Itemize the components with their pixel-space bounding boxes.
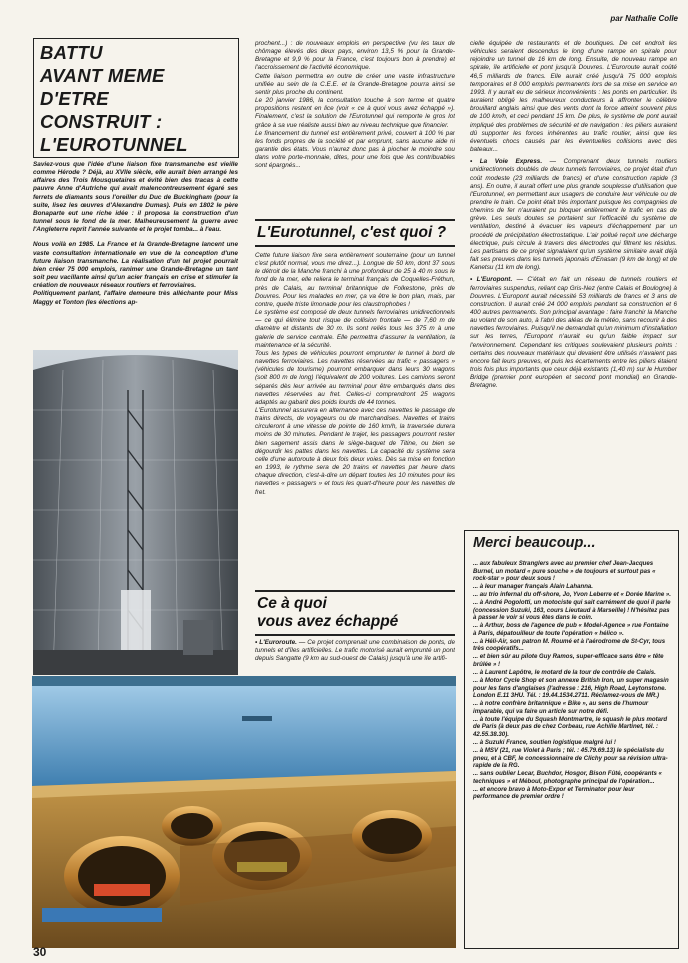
- column-3-text: [470, 40, 677, 524]
- list-item: ... aux fabuleux Stranglers avec au premier chef Jean-Jacques Burnel, un motard « pure souche » de toujours et surtout pas « rock-star » pour deux sous !: [473, 560, 656, 583]
- paragraph-text: — Ce projet comprenait une combinaison de ponts, de tunnels et d'îles artificielles. Le trafic motorisé aurait emprunté un pont depuis Sangatte (9 km au sud-ouest de Calais) jusqu'à une île artifi-: [255, 639, 455, 663]
- list-item: ... et bien sûr au pilote Guy Ramos, super-efficace sans être « tête brûlée » !: [473, 653, 664, 669]
- thanks-box: [464, 530, 679, 949]
- list-item: ... au trio infernal du off-shore, Jo, Yvon Leberre et « Dorée Marine ».: [473, 591, 671, 599]
- list-item: ... à Héli-Air, son patron M. Roumé et à l'aérodrome de St-Cyr, tous très coopératifs...: [473, 637, 666, 653]
- list-item: ... à notre confrère britannique « Bike », au sens de l'humour imparable, qui va faire un article sur notre défi.: [473, 700, 649, 715]
- list-item: ... à toute l'équipe du Squash Montmartre, le squash le plus motard de Paris (à deux pas de chez Corbeau, rue Achille Martinet, tél. : 42.55.38.30).: [473, 715, 668, 738]
- headline-line: CONSTRUIT :: [40, 111, 163, 132]
- column-2-bottom-text: [255, 639, 455, 675]
- list-item: ... à Laurent Lapôtre, le motard de la tour de contrôle de Calais.: [473, 669, 656, 677]
- list-item: ... à leur manager français Alain Lahanna.: [473, 583, 593, 591]
- list-item: ... et encore bravo à Moto-Expor et Terminator pour leur performance de premier ordre !: [473, 785, 635, 801]
- section-title-line: vous avez échappé: [257, 613, 399, 630]
- paragraph: [470, 40, 677, 154]
- paragraph: Cette liaison permettra en outre de créer une vaste infrastructure unifiée au sein de la C.E.E. et la Grande-Bretagne pourra ainsi se sentir plus proche du continent.: [255, 72, 455, 96]
- paragraph-lead: • La Voie Express.: [470, 158, 543, 166]
- paragraph: [470, 158, 677, 272]
- paragraph: Le système est composé de deux tunnels ferroviaires unidirectionnels — ce qui élimine tout risque de collision frontale — de 7,60 m de diamètre et distants de 30 m. Ils sont reliés tous les 375 m à une galerie de service centrale. Elle permettra d'assurer la ventilation, la maintenance et la sécurité.: [255, 309, 455, 349]
- thanks-list: [473, 560, 671, 801]
- section-title-eurotunnel: L'Eurotunnel, c'est quoi ?: [257, 224, 447, 241]
- section-title-line: Ce à quoi: [257, 595, 327, 612]
- section-title-alternatives: [257, 595, 457, 631]
- headline-line: BATTU: [40, 42, 103, 63]
- section-rule: [255, 245, 455, 247]
- headline-line: L'EUROTUNNEL: [40, 134, 188, 155]
- page-number: 30: [33, 945, 47, 959]
- paragraph: Saviez-vous que l'idée d'une liaison fixe transmanche est vieille comme Hérode ? Déjà, au XVIIe siècle, elle aurait bien arrangé les affaires des Trois Mousquetaires et évité bien des tracas à cette pauvre Anne d'Autriche qui avait malencontreusement égaré ses ferrets de diamants sous l'oreiller du Duc de Buckingham (pour la suite, lisez les œuvres d'Alexandre Dumas). Puis en 1802 le père Bonaparte eut une riche idée : il proposa la construction d'un tunnel sous le fond de la mer. Malheureusement la guerre avec l'Angleterre reprit l'année suivante et le projet tomba... à l'eau.: [33, 161, 238, 234]
- list-item: ... à Motor Cycle Shop et son annexe British Iron, un super magasin pour les fans d'anglaises (l'adresse : 216, High Road, Leytonstone. London E.11 3HU. Tél. : 19.44.1534.2711. Réclamez-vous de MR.): [473, 677, 669, 700]
- paragraph: Cette future liaison fixe sera entièrement souterraine (pour un tunnel c'est plutôt normal, vous me direz...). Longue de 50 km, dont 37 sous le détroit de la Manche franchi à une profondeur de 25 à 40 m sous le fond de la mer, elle reliera le terminal français de Coquelles-Fréthun, près de Calais, au terminal britannique de Folkestone, près de Douvres. Pour les malades en mer, ça va être le bon plan, mais, par contre, quelle triste limonade pour les claustrophobes !: [255, 252, 455, 308]
- paragraph: Tous les types de véhicules pourront emprunter le tunnel à bord de navettes ferroviaires. Les navettes réservées au trafic « passagers » (véhicules de tourisme) pourront embarquer dans leurs 30 wagons (soit 800 m de long) l'équivalent de 200 voitures. Les camions seront séparés dès leur arrivée au terminal pour être embarqués dans des navettes réservées au fret. Celles-ci comprendront 25 wagons adaptés au gabarit des poids lourds de 44 tonnes.: [255, 349, 455, 406]
- tunnel-cutaway-illustration: [32, 676, 456, 948]
- headline: [40, 41, 188, 156]
- list-item: ... à Suzuki France, soutien logistique malgré lui !: [473, 738, 616, 746]
- byline: par Nathalie Colle: [610, 14, 678, 23]
- column-2-mid-text: [255, 252, 455, 588]
- list-item: ... à Arthur, boss de l'agence de pub « Model-Agence » rue Fontaine à Paris, dépatouilleur de toute l'opération « hélico ».: [473, 622, 669, 637]
- column-2-top-text: [255, 40, 455, 212]
- section-rule: [255, 590, 455, 592]
- headline-box: [33, 38, 239, 158]
- list-item: ... sans oublier Lecar, Buchdor, Hosgor, Bison Fûté, coopérants « techniques » et Méboul, photographe principal de l'opération...: [473, 770, 662, 785]
- paragraph: Le 20 janvier 1986, la consultation touche à son terme et quatre propositions restent en lice (voir « ce à quoi vous avez échappé »). Finalement, c'est la solution de l'Eurotunnel qui remporte le gros lot grâce à sa vue réaliste aussi bien au niveau technique que financier.: [255, 97, 455, 129]
- paragraph-text: cielle équipée de restaurants et de boutiques. De cet endroit les véhicules seraient descendus le long d'une rampe en spirale pour rejoindre un tunnel de 16 km de long. Ensuite, de nouveau rampe en spirale, île artificielle et pont jusqu'à Douvres. L'Euroroute aurait coûté 46,5 milliards de francs. Elle aurait créé jusqu'à 75 000 emplois temporaires et 8 000 emplois permanents lors de sa mise en service en 1993. Il y aurait eu de sérieux inconvénients : les ponts en particulier. Ils auraient obligé les malheureux conducteurs à affronter le célèbre brouillard anglais ainsi que des vents dont la force atteint souvent plus de 100 km/h, et ceci pendant 15 km. De plus, le système de pont aurait impliqué des problèmes de sécurité et de navigation : les piliers auraient dû supporter les forces inhérentes au trafic routier, ainsi que les éventuels chocs causés par les éventuelles collisions avec des bateaux...: [470, 40, 677, 154]
- paragraph-lead: • L'Europont.: [470, 276, 513, 284]
- paragraph-text: — Comprenant deux tunnels routiers unidirectionnels doublés de deux tunnels ferroviaires, ce projet était d'un coût modeste (23 milliards de francs) et d'une construction rapide (3 ans). En outre, il aurait offert une plus grande souplesse d'utilisation que l'Eurotunnel, en permettant aux usagers de conduire leur véhicule ou de prendre le train. Ce point était très important puisque les compagnies de chemins de fer n'auraient pu bloquer entièrement le trafic en cas de grève. Les seuls doutes se portaient sur l'efficacité du système de ventilation, destiné à évacuer les vapeurs d'échappement par un procédé de précipitation électrostatique. L'air pollué reçoit une décharge électrique, puis circule à travers des électrodes qui filtrent les résidus. Les partisans de ce projet signalaient qu'un système similaire avait déjà fait ses preuves dans les tunnels japonais d'Enasan (9 km de long) et de Kanetsu (11 km de long).: [470, 158, 677, 272]
- construction-shaft-photo: [33, 350, 238, 675]
- paragraph: prochent...) : de nouveaux emplois en perspective (vu les taux de chômage élevés des deux pays, environ 13,5 % pour la Grande-Bretagne et 9,9 % pour la France, c'est toujours bon à prendre) et l'accroissement de l'activité économique.: [255, 40, 455, 72]
- headline-line: AVANT MEME: [40, 65, 165, 86]
- paragraph-lead: • L'Euroroute.: [255, 639, 297, 646]
- paragraph: Nous voilà en 1985. La France et la Grande-Bretagne lancent une vaste consultation internationale en vue de la conception d'une future liaison transmanche. La réalisation d'un tel projet pourrait bien créer 75 000 emplois, ranimer une Grande-Bretagne un tant soit peu vacillante ainsi qu'un acier français en crise et stimuler la création de nouveaux réseaux routiers et ferroviaires.: [33, 241, 238, 290]
- paragraph: Le financement du tunnel est entièrement privé, couvert à 100 % par les fonds propres de la société et par emprunt, sans aucune aide ni garantie des états. Vous n'aurez donc pas à piocher le moindre sou dans votre porte-monnaie, dites, pour une fois que les contribuables sont épargnés...: [255, 129, 455, 170]
- column-1-text: [33, 161, 238, 347]
- paragraph: Politiquement parlant, l'affaire demeure très alléchante pour Miss Maggy et Tonton (les élections ap-: [33, 290, 238, 306]
- list-item: ... à MSV (21, rue Violet à Paris ; tél. : 45.79.69.13) le spécialiste du pneu, et à CBF, le concessionnaire de Clichy pour sa révision ultra-rapide de la RG.: [473, 746, 668, 770]
- section-rule: [255, 634, 455, 636]
- thanks-title: Merci beaucoup...: [473, 535, 596, 551]
- list-item: ... à André Pogolotti, un motociste qui sait carrément de quoi il parle (concession Suzuki, 163, cours Lieutaud à Marseille) ! N'hésitez pas à passer le voir si vous êtes dans le coin.: [473, 599, 671, 622]
- paragraph: L'Eurotunnel assurera en alternance avec ces navettes le passage de trains directs, de voyageurs ou de marchandises. Navettes et trains circuleront à une vitesse de pointe de 160 km/h, la traversée durera moins de 30 minutes. Pendant le trajet, les passagers pourront rester bien sagement assis dans le siège-baquet de Titine, ou bien se dégourdir les pattes dans les navettes. La capacité du système sera celle d'une autoroute à deux fois deux voies. Dès sa mise en fonction en 1993, le rythme sera de 20 trains et navettes par heure dans chaque direction, c'est-à-dire un départ toutes les 10 minutes pour les navettes « passagers » et tous les quart-d'heure pour les navettes de fret.: [255, 406, 455, 496]
- paragraph-text: — C'était en fait un réseau de tunnels routiers et ferroviaires suspendus, reliant cap Gris-Nez (entre Calais et Boulogne) à Douvres. L'Europont aurait nécessité 53 milliards de francs et 3 ans de construction. Il aurait créé 24 000 emplois pendant sa construction et 6 400 autres permanents. Son principal avantage : faire franchir la Manche au volant de son auto, à l'abri des aléas de la météo, sans recourir à des navettes ferroviaires. Puisqu'il ne demandait qu'un minimum d'installation sur les terres, l'Europont n'aurait eu qu'un faible impact sur l'environnement. Cependant les critiques soulevaient plusieurs points : certains des nouveaux matériaux qui devaient être utilisés n'avaient pas encore fait leurs preuves, et puis les écartements entre les piliers étaient trois fois plus importants que ceux déjà existants (1,40 m) sur le Humber Bridge (premier pont européen et second pont mondial) en Grande-Bretagne.: [470, 276, 677, 390]
- headline-line: D'ETRE: [40, 88, 109, 109]
- paragraph: [255, 639, 455, 663]
- section-rule: [255, 219, 455, 221]
- paragraph: [470, 276, 677, 390]
